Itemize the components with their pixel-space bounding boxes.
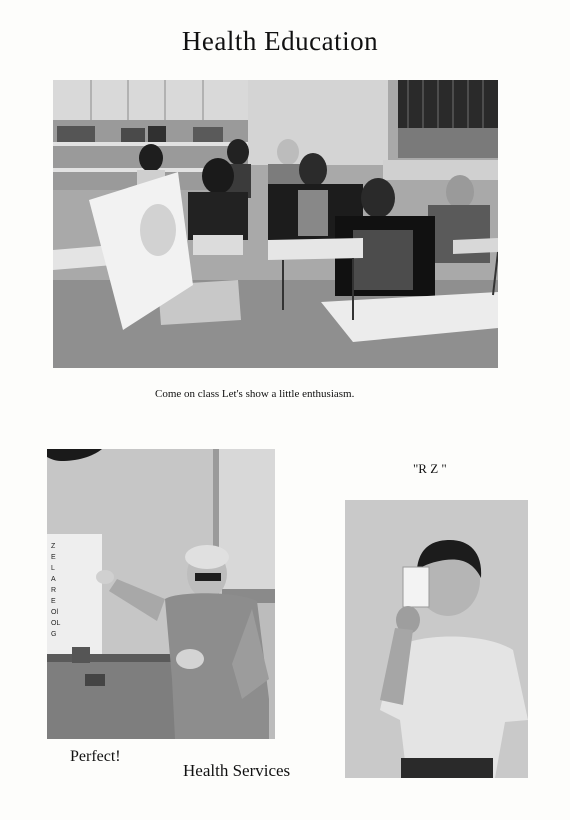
student-caption: "R Z " [413, 461, 447, 476]
eye-chart-row: A [51, 576, 56, 583]
nurse-caption: Perfect! [70, 748, 121, 765]
eye-chart [51, 541, 97, 640]
eye-chart-row: E [51, 554, 56, 561]
eye-chart-row: E [51, 598, 56, 605]
page-title: Health Education [181, 26, 379, 56]
student-photo [345, 500, 528, 778]
eye-chart-row: L [51, 565, 55, 572]
classroom-photo [53, 80, 498, 368]
eye-chart-row: Ol [51, 609, 58, 616]
eye-chart-row: G [51, 631, 57, 638]
section-label: Health Services [183, 761, 291, 780]
eye-chart-row: OL [51, 620, 61, 627]
nurse-photo [47, 449, 275, 739]
classroom-caption: Come on class Let's show a little enthusiasm. [155, 388, 355, 400]
eye-chart-row: R [51, 587, 57, 594]
eye-chart-row: Z [51, 543, 56, 550]
